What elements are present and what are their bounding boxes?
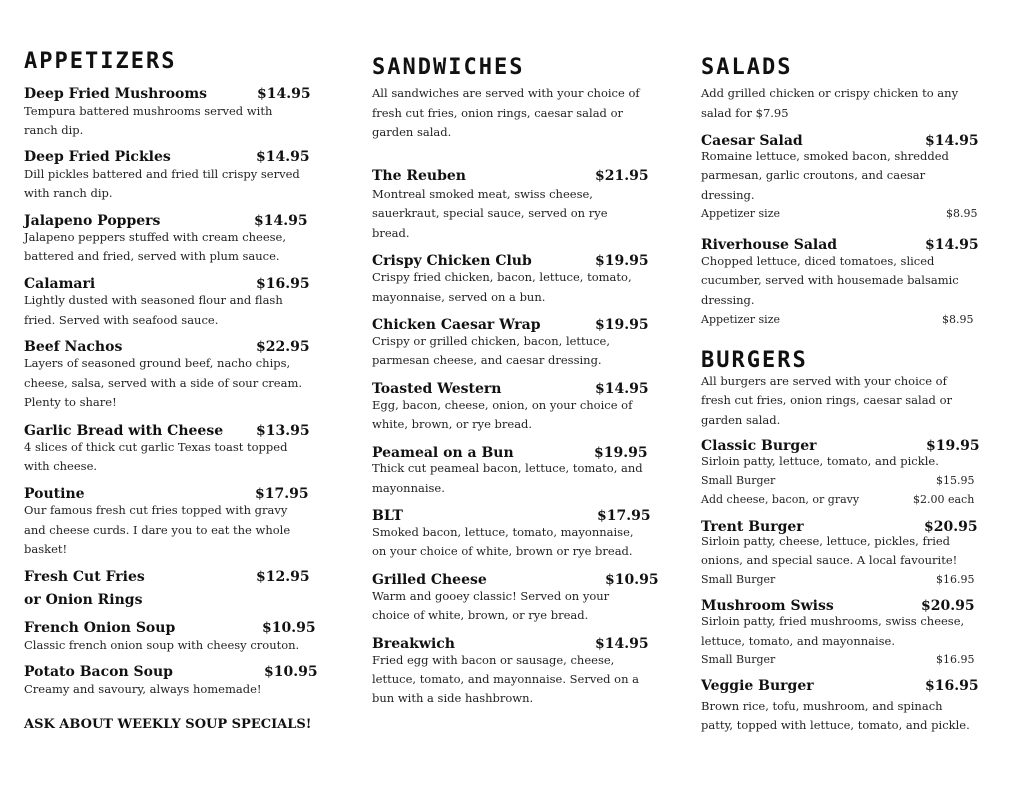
menu-item-name: The Reuben: [372, 168, 466, 184]
menu-item-price: $19.95: [595, 317, 649, 333]
menu-item-name: Deep Fried Pickles: [24, 149, 171, 165]
appetizers-heading: APPETIZERS: [24, 49, 177, 74]
addon-option-label: Add cheese, bacon, or gravy: [701, 493, 860, 506]
menu-item-desc: Sirloin patty, fried mushrooms, swiss cheese,: [701, 614, 965, 628]
menu-item-desc: dressing.: [701, 188, 755, 202]
menu-item-desc: Smoked bacon, lettuce, tomato, mayonnaise,: [372, 525, 634, 539]
menu-item-desc: Layers of seasoned ground beef, nacho chips,: [24, 356, 291, 370]
menu-item-desc: onions, and special sauce. A local favourite!: [701, 553, 958, 567]
menu-item-desc: Thick cut peameal bacon, lettuce, tomato, and: [372, 461, 643, 475]
size-option-price: $8.95: [942, 313, 974, 326]
menu-item-name: Beef Nachos: [24, 339, 123, 355]
section-intro: garden salad.: [372, 125, 452, 139]
menu-item-desc: Sirloin patty, lettuce, tomato, and pickle.: [701, 454, 939, 468]
menu-item-price: $19.95: [595, 253, 649, 269]
section-intro: salad for $7.95: [701, 106, 789, 120]
menu-item-desc: Jalapeno peppers stuffed with cream cheese,: [24, 230, 287, 244]
menu-item-price: $17.95: [255, 486, 309, 502]
menu-item-desc: Tempura battered mushrooms served with: [24, 104, 273, 118]
menu-item-name: Trent Burger: [701, 519, 804, 535]
menu-item-price: $20.95: [921, 598, 975, 614]
size-option-label: Appetizer size: [701, 313, 781, 326]
menu-item-desc: Creamy and savoury, always homemade!: [24, 682, 262, 696]
menu-item-price: $13.95: [256, 423, 310, 439]
menu-item-name-line2: or Onion Rings: [24, 592, 143, 608]
menu-item-desc: Fried egg with bacon or sausage, cheese,: [372, 653, 615, 667]
menu-item-desc: with ranch dip.: [24, 186, 113, 200]
section-intro: fresh cut fries, onion rings, caesar salad or: [701, 393, 952, 407]
menu-item-name: BLT: [372, 508, 403, 524]
menu-item-desc: Warm and gooey classic! Served on your: [372, 589, 610, 603]
menu-item-desc: dressing.: [701, 293, 755, 307]
menu-item-desc: mayonnaise, served on a bun.: [372, 290, 546, 304]
section-intro: fresh cut fries, onion rings, caesar salad or: [372, 106, 623, 120]
menu-item-desc: Plenty to share!: [24, 395, 117, 409]
menu-item-desc: Our famous fresh cut fries topped with gravy: [24, 503, 288, 517]
salads-heading: SALADS: [701, 55, 793, 80]
menu-item-price: $16.95: [925, 678, 979, 694]
menu-item-desc: Lightly dusted with seasoned flour and flash: [24, 293, 283, 307]
menu-item-price: $14.95: [595, 636, 649, 652]
size-option-label: Small Burger: [701, 474, 776, 487]
menu-item-price: $10.95: [605, 572, 659, 588]
menu-item-desc: Crispy or grilled chicken, bacon, lettuce,: [372, 334, 610, 348]
menu-item-name: Potato Bacon Soup: [24, 664, 173, 680]
menu-item-name: Garlic Bread with Cheese: [24, 423, 224, 439]
menu-item-name: Breakwich: [372, 636, 455, 652]
menu-item-name: Veggie Burger: [701, 678, 814, 694]
section-intro: garden salad.: [701, 413, 781, 427]
size-option-label: Appetizer size: [701, 207, 781, 220]
size-option-label: Small Burger: [701, 573, 776, 586]
menu-item-name: Jalapeno Poppers: [24, 213, 161, 229]
menu-item-name: Chicken Caesar Wrap: [372, 317, 541, 333]
menu-item-price: $16.95: [256, 276, 310, 292]
menu-item-price: $12.95: [256, 569, 310, 585]
menu-item-price: $14.95: [256, 149, 310, 165]
sandwiches-heading: SANDWICHES: [372, 55, 525, 80]
menu-item-desc: parmesan, garlic croutons, and caesar: [701, 168, 926, 182]
size-option-price: $15.95: [936, 474, 975, 487]
menu-item-name: Peameal on a Bun: [372, 445, 514, 461]
menu-item-desc: Classic french onion soup with cheesy crouton.: [24, 638, 300, 652]
section-intro: Add grilled chicken or crispy chicken to any: [701, 86, 959, 100]
menu-item-name: French Onion Soup: [24, 620, 176, 636]
menu-item-desc: lettuce, tomato, and mayonnaise. Served on a: [372, 672, 640, 686]
menu-item-price: $14.95: [257, 86, 311, 102]
menu-item-desc: Egg, bacon, cheese, onion, on your choice of: [372, 398, 633, 412]
menu-item-price: $10.95: [262, 620, 316, 636]
menu-item-price: $17.95: [597, 508, 651, 524]
menu-item-desc: lettuce, tomato, and mayonnaise.: [701, 634, 896, 648]
menu-item-name: Deep Fried Mushrooms: [24, 86, 208, 102]
menu-item-desc: Brown rice, tofu, mushroom, and spinach: [701, 699, 943, 713]
menu-item-desc: bread.: [372, 226, 410, 240]
menu-item-price: $14.95: [925, 133, 979, 149]
menu-item-desc: battered and fried, served with plum sauce.: [24, 249, 280, 263]
menu-item-price: $14.95: [925, 237, 979, 253]
menu-item-price: $10.95: [264, 664, 318, 680]
menu-item-desc: cheese, salsa, served with a side of sour cream.: [24, 376, 303, 390]
menu-item-desc: basket!: [24, 542, 68, 556]
section-intro: All sandwiches are served with your choice of: [372, 86, 640, 100]
menu-item-desc: cucumber, served with housemade balsamic: [701, 273, 959, 287]
menu-item-desc: bun with a side hashbrown.: [372, 691, 534, 705]
menu-item-name: Poutine: [24, 486, 85, 502]
size-option-price: $16.95: [936, 653, 975, 666]
menu-item-price: $19.95: [926, 438, 980, 454]
menu-item-name: Calamari: [24, 276, 96, 292]
menu-item-desc: choice of white, brown, or rye bread.: [372, 608, 589, 622]
menu-item-desc: Montreal smoked meat, swiss cheese,: [372, 187, 593, 201]
menu-item-name: Caesar Salad: [701, 133, 803, 149]
burgers-heading: BURGERS: [701, 348, 808, 373]
menu-item-price: $14.95: [595, 381, 649, 397]
addon-option-price: $2.00 each: [913, 493, 975, 506]
menu-item-desc: with cheese.: [24, 459, 98, 473]
menu-item-name: Mushroom Swiss: [701, 598, 834, 614]
menu-item-desc: mayonnaise.: [372, 481, 445, 495]
menu-item-name: Crispy Chicken Club: [372, 253, 532, 269]
menu-item-price: $19.95: [594, 445, 648, 461]
menu-item-desc: Chopped lettuce, diced tomatoes, sliced: [701, 254, 935, 268]
menu-item-desc: parmesan cheese, and caesar dressing.: [372, 353, 602, 367]
menu-item-name: Fresh Cut Fries: [24, 569, 145, 585]
menu-item-desc: Dill pickles battered and fried till crispy served: [24, 167, 300, 181]
size-option-price: $8.95: [946, 207, 978, 220]
menu-item-price: $14.95: [254, 213, 308, 229]
menu-item-desc: 4 slices of thick cut garlic Texas toast topped: [24, 440, 288, 454]
menu-item-name: Classic Burger: [701, 438, 817, 454]
section-intro: All burgers are served with your choice of: [701, 374, 947, 388]
menu-item-desc: Romaine lettuce, smoked bacon, shredded: [701, 149, 949, 163]
menu-item-desc: sauerkraut, special sauce, served on rye: [372, 206, 608, 220]
menu-item-desc: fried. Served with seafood sauce.: [24, 313, 219, 327]
menu-item-price: $20.95: [924, 519, 978, 535]
menu-item-desc: Crispy fried chicken, bacon, lettuce, tomato,: [372, 270, 632, 284]
menu-item-name: Grilled Cheese: [372, 572, 487, 588]
soup-specials-note: ASK ABOUT WEEKLY SOUP SPECIALS!: [24, 717, 312, 732]
size-option-label: Small Burger: [701, 653, 776, 666]
menu-item-price: $21.95: [595, 168, 649, 184]
menu-item-desc: white, brown, or rye bread.: [372, 417, 533, 431]
menu-item-price: $22.95: [256, 339, 310, 355]
menu-item-desc: ranch dip.: [24, 123, 84, 137]
menu-item-desc: on your choice of white, brown or rye bread.: [372, 544, 633, 558]
size-option-price: $16.95: [936, 573, 975, 586]
menu-item-name: Toasted Western: [372, 381, 502, 397]
menu-item-desc: Sirloin patty, cheese, lettuce, pickles, fried: [701, 534, 951, 548]
menu-item-desc: patty, topped with lettuce, tomato, and pickle.: [701, 718, 970, 732]
menu-item-desc: and cheese curds. I dare you to eat the whole: [24, 523, 291, 537]
menu-item-name: Riverhouse Salad: [701, 237, 838, 253]
